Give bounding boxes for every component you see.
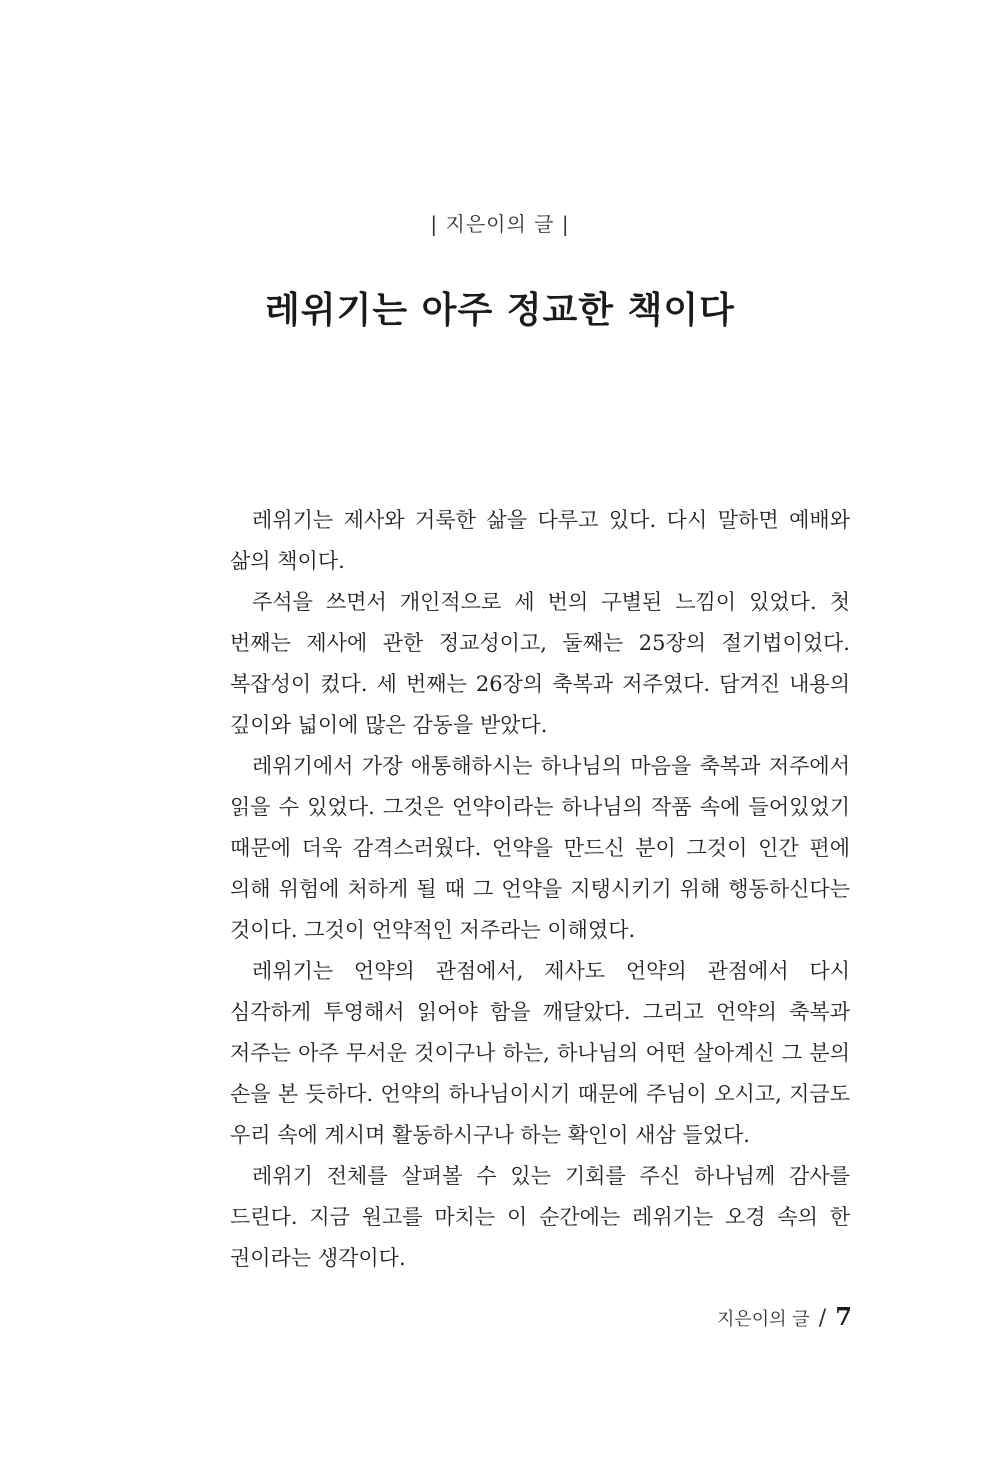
paragraph-1: 레위기는 제사와 거룩한 삶을 다루고 있다. 다시 말하면 예배와 삶의 책이다. [230, 508, 850, 573]
paragraph-3: 레위기에서 가장 애통해하시는 하나님의 마음을 축복과 저주에서 읽을 수 있었다. 그것은 언약이라는 하나님의 작품 속에 들어있었기 때문에 더욱 감격스러웠다. 언약을 만드신 분이 그것이 인간 편에 의해 위험에 처하게 될 때 그 언약을 지탱시키기 위해 행동하신다는 것이다. 그것이 언약적인 저주라는 이해였다. [230, 754, 850, 942]
page-footer [717, 1302, 852, 1331]
paragraph-2: 주석을 쓰면서 개인적으로 세 번의 구별된 느낌이 있었다. 첫 번째는 제사에 관한 정교성이고, 둘째는 25장의 절기법이었다. 복잡성이 컸다. 세 번째는 26장의 축복과 저주였다. 담겨진 내용의 깊이와 넓이에 많은 감동을 받았다. [230, 590, 850, 737]
body-text [230, 500, 850, 1279]
page-number: 7 [835, 1302, 852, 1331]
page-title: 레위기는 아주 정교한 책이다 [265, 290, 735, 331]
paragraph-4: 레위기는 언약의 관점에서, 제사도 언약의 관점에서 다시 심각하게 투영해서 읽어야 함을 깨달았다. 그리고 언약의 축복과 저주는 아주 무서운 것이구나 하는, 하나님의 어떤 살아계신 그 분의 손을 본 듯하다. 언약의 하나님이시기 때문에 주님이 오시고, 지금도 우리 속에 계시며 활동하시구나 하는 확인이 새삼 들었다. [230, 959, 850, 1147]
running-head: 지은이의 글 [717, 1309, 810, 1330]
section-label: | 지은이의 글 | [430, 212, 570, 236]
paragraph-5: 레위기 전체를 살펴볼 수 있는 기회를 주신 하나님께 감사를 드린다. 지금 원고를 마치는 이 순간에는 레위기는 오경 속의 한 권이라는 생각이다. [230, 1164, 850, 1270]
footer-separator: / [818, 1306, 827, 1331]
